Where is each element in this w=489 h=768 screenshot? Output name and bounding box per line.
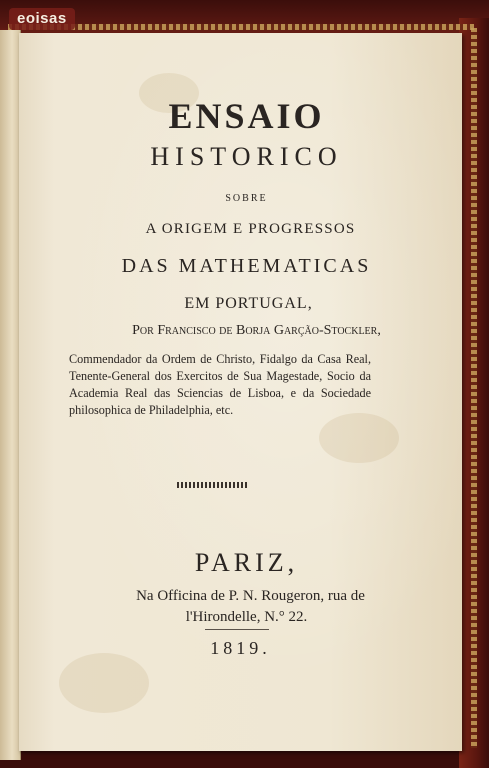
previous-leaf	[0, 30, 21, 760]
foxing-spot	[59, 653, 149, 713]
title-ensaio: ENSAIO	[168, 96, 325, 136]
imprint-place: PARIZ,	[194, 548, 299, 577]
ornament-rule	[177, 482, 247, 488]
gilt-border-right	[471, 28, 477, 748]
foxing-spot	[319, 413, 399, 463]
subtitle-em-portugal: EM PORTUGAL,	[184, 295, 313, 312]
subtitle-sobre: SOBRE	[225, 193, 268, 204]
title-historico: HISTORICO	[150, 142, 343, 171]
imprint-year: 1819.	[210, 638, 271, 658]
author-line: Por Francisco de Borja Garção-Stockler,	[132, 323, 381, 338]
title-page	[19, 33, 462, 751]
divider-rule	[205, 629, 269, 630]
author-description: Commendador da Ordem de Christo, Fidalgo da Casa Real, Tenente-General dos Exercitos de Sua Magestade, Socio da Academia Real das Sciencias de Lisboa, e da Sociedade philosophica de Philadelphia, etc.	[69, 352, 371, 417]
gilt-border-top	[8, 24, 474, 30]
subtitle-mathematicas: DAS MATHEMATICAS	[121, 255, 372, 277]
watermark-logo: eoisas	[9, 8, 75, 30]
printer-line-1: Na Officina de P. N. Rougeron, rua de	[136, 588, 365, 604]
subtitle-origem: A ORIGEM E PROGRESSOS	[145, 221, 356, 237]
printer-line-2: l'Hirondelle, N.° 22.	[185, 609, 308, 625]
